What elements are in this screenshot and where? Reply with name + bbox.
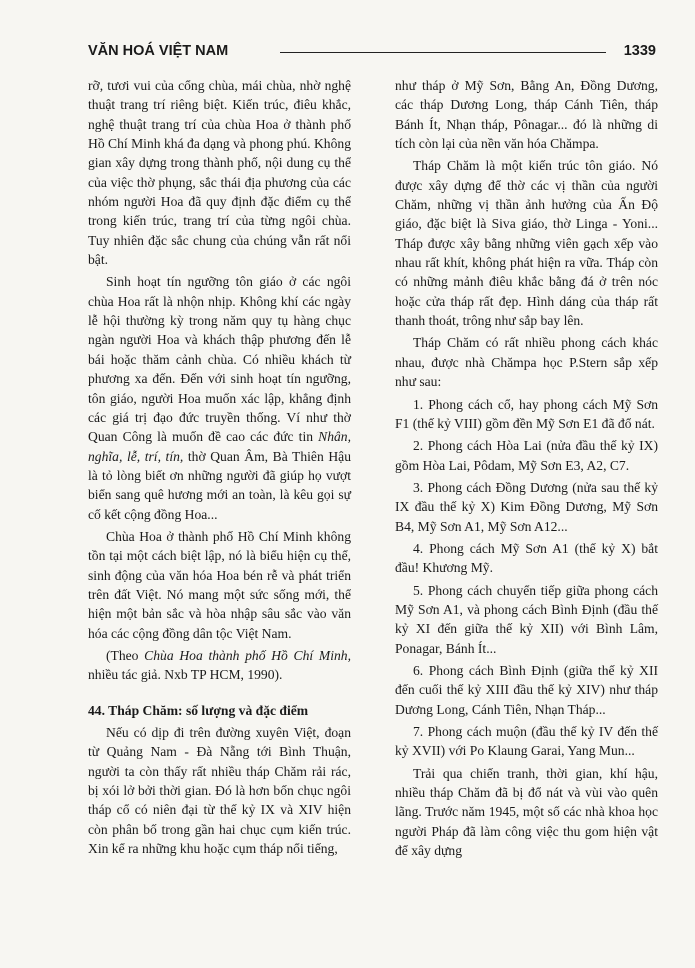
section-heading: 44. Tháp Chăm: số lượng và đặc điểm <box>88 702 309 718</box>
header-rule <box>280 52 606 53</box>
list-item: 2. Phong cách Hòa Lai (nửa đầu thế kỷ IX) gồm Hòa Lai, Pôdam, Mỹ Sơn E3, A2, C7. <box>395 438 658 473</box>
page-number: 1339 <box>623 43 656 59</box>
paragraph: Nếu có dịp đi trên đường xuyên Việt, đoạn từ Quảng Nam - Đà Nẵng tới Bình Thuận, người ta còn thấy rất nhiều tháp Chăm rải rác, bị xói lở bởi thời gian. Đó là hơn bốn chục ngôi tháp cổ có niên đại từ thế kỷ IX và XIV hiện còn phân bố trong gần hai chục cụm kiến trúc. Xin kể ra những khu hoặc cụm tháp nổi tiếng, <box>88 725 351 857</box>
paragraph: Sinh hoạt tín ngưỡng tôn giáo ở các ngôi chùa Hoa rất là nhộn nhịp. Không khí các ngày lễ hội thường kỳ trong năm quy tụ hàng chục ngàn người Hoa và khách thập phương đến lễ bái hoặc thăm cảnh chùa. Có nhiều khách từ phương xa đến. Đến với sinh hoạt tín ngưỡng, tôn giáo, người Hoa muốn xác lập, khẳng định các giá trị đạo đức truyền thống. Ví như thờ Quan Công là muốn đề cao các đức tin Nhân, nghĩa, lễ, trí, tín, thờ Quan Âm, Bà Thiên Hậu là tỏ lòng biết ơn những người đã giúp họ vượt biển sang quê hương mới an toàn, là kêu gọi sự cố kết cộng đồng Hoa... <box>88 274 351 522</box>
list-item: 6. Phong cách Bình Định (giữa thế kỷ XII đến cuối thế kỷ XIII đầu thế kỷ XIV) như tháp Dương Long, Cánh Tiên, Nhạn Tháp... <box>395 662 658 717</box>
paragraph: Tháp Chăm là một kiến trúc tôn giáo. Nó được xây dựng để thờ các vị thần của người Chăm, những vị thần ảnh hưởng của Ấn Độ giáo, đặc biệt là Siva giáo, thờ Linga - Yoni... Tháp được xây bằng những viên gạch xếp vào nhau rất khít, không phát hiện ra vữa. Tháp còn có những mảnh điêu khắc bằng đá ở trên nóc hoặc cửa tháp rất đẹp. Hình dáng của tháp rất thanh thoát, trông như sắp bay lên. <box>395 158 658 329</box>
paragraph: Tháp Chăm có rất nhiều phong cách khác nhau, được nhà Chămpa học P.Stern sắp xếp như sau: <box>395 335 658 390</box>
list-item: 3. Phong cách Đồng Dương (nửa sau thế kỷ IX đầu thế kỷ X) Kim Đồng Dương, Mỹ Sơn B4, Mỹ Sơn A1, Mỹ Sơn A12... <box>395 479 658 534</box>
paragraph: Chùa Hoa ở thành phố Hồ Chí Minh không tồn tại một cách biệt lập, nó là biểu hiện cụ thể, sinh động của văn hóa Hoa bén rễ và phát triển trên đất Việt. Nó mang một sức sống mới, thể hiện một bản sắc và hòa nhập sâu sắc vào văn hóa các cộng đồng dân tộc Việt Nam. <box>88 528 351 641</box>
running-title: VĂN HOÁ VIỆT NAM <box>88 43 229 59</box>
paragraph: Trải qua chiến tranh, thời gian, khí hậu, nhiều tháp Chăm đã bị đổ nát và vùi vào quên lãng. Trước năm 1945, một số các nhà khoa học người Pháp đã làm công việc thu gom hiện vật để xây dựng <box>395 765 658 859</box>
paragraph: rỡ, tươi vui của cổng chùa, mái chùa, nhờ nghệ thuật trang trí riêng biệt. Kiến trúc, điêu khắc, nghệ thuật trang trí của chùa Hoa ở thành phố Hồ Chí Minh khá đa dạng và phong phú. Không gian xây dựng trong thành phố, nội dung cụ thể của việc thờ phụng, sắc thái địa phương của các nhóm người Hoa đã quy định đặc điểm cụ thể trong kiến trúc, trang trí của từng ngôi chùa. Tuy nhiên đặc sắc chung của chúng vẫn rất nổi bật. <box>88 78 351 268</box>
list-item: 5. Phong cách chuyển tiếp giữa phong cách Mỹ Sơn A1, và phong cách Bình Định (đầu thế kỷ XI đến giữa thế kỷ XII) với Bình Lâm, Ponagar, Bánh Ít... <box>395 582 658 656</box>
page-header <box>88 43 656 63</box>
list-item: 7. Phong cách muộn (đầu thế kỷ IV đến thế kỷ XVII) với Po Klaung Garai, Yang Mun... <box>395 724 658 759</box>
citation: (Theo Chùa Hoa thành phố Hồ Chí Minh, nhiều tác giả. Nxb TP HCM, 1990). <box>88 647 351 683</box>
list-item: 1. Phong cách cổ, hay phong cách Mỹ Sơn F1 (thế kỷ VIII) gồm đền Mỹ Sơn E1 đã đổ nát. <box>395 396 658 431</box>
right-column <box>395 76 658 863</box>
paragraph: như tháp ở Mỹ Sơn, Bằng An, Đồng Dương, các tháp Dương Long, tháp Cánh Tiên, tháp Bánh Ít, Nhạn tháp, Pônagar... đó là những di tích còn lại của nền văn hóa Chămpa. <box>395 78 658 152</box>
left-column <box>88 76 351 861</box>
list-item: 4. Phong cách Mỹ Sơn A1 (thế kỷ X) bắt đầu! Khương Mỹ. <box>395 540 658 576</box>
